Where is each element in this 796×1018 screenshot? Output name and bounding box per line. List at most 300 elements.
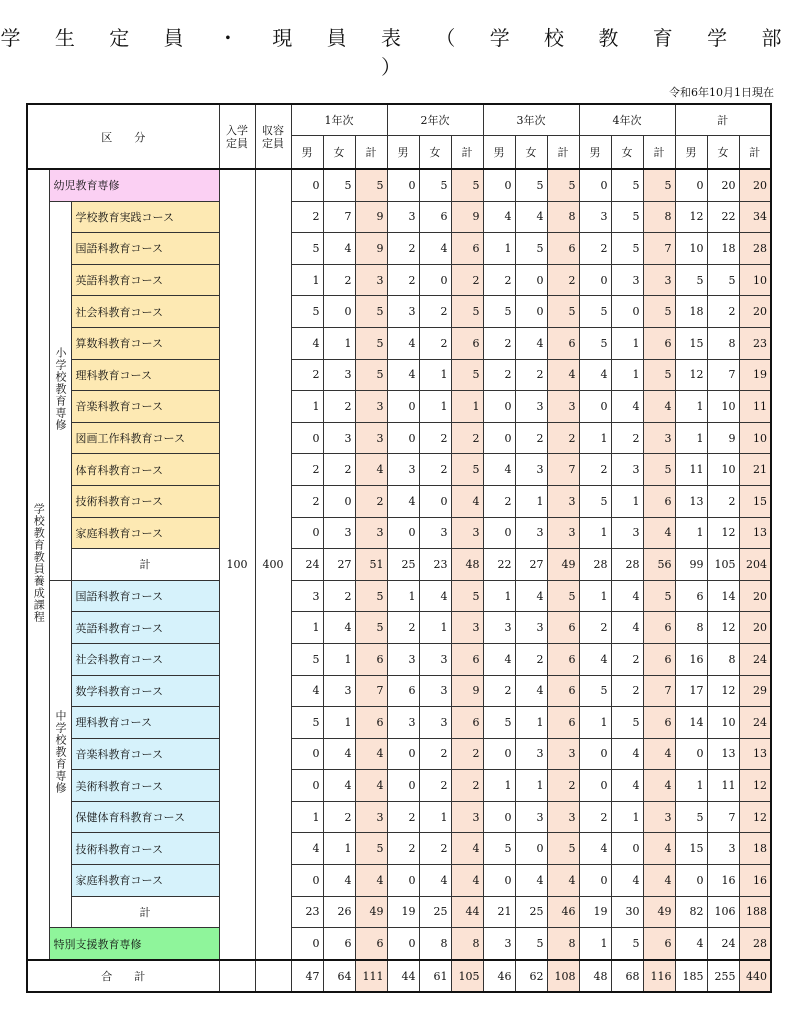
header-year-total: 計	[675, 104, 771, 136]
junior-course-value: 5	[643, 580, 675, 612]
junior-course-value: 2	[419, 770, 451, 802]
elementary-course-value: 5	[483, 296, 515, 328]
junior-course-value: 18	[739, 833, 771, 865]
elementary-course-value: 0	[483, 517, 515, 549]
junior-total-value: 188	[739, 896, 771, 928]
header-year-3: 3年次	[483, 104, 579, 136]
junior-total-value: 44	[451, 896, 483, 928]
row-label-course: 家庭科教育コース	[71, 517, 219, 549]
grand-total-value: 48	[579, 960, 611, 993]
header-sub-male: 男	[291, 136, 323, 170]
elementary-course-value: 1	[611, 327, 643, 359]
elementary-course-value: 3	[643, 264, 675, 296]
elementary-course-value: 2	[483, 264, 515, 296]
elementary-course-value: 1	[515, 485, 547, 517]
elementary-course-value: 5	[579, 327, 611, 359]
header-sub-female: 女	[611, 136, 643, 170]
elementary-course-value: 4	[483, 201, 515, 233]
junior-course-value: 1	[323, 833, 355, 865]
elementary-course-value: 3	[515, 517, 547, 549]
grand-total-value: 44	[387, 960, 419, 993]
elementary-course-value: 1	[419, 359, 451, 391]
junior-course-value: 9	[451, 675, 483, 707]
junior-course-value: 5	[291, 707, 323, 739]
junior-course-value: 4	[323, 738, 355, 770]
elementary-course-value: 19	[739, 359, 771, 391]
junior-course-value: 3	[291, 580, 323, 612]
junior-course-value: 3	[707, 833, 739, 865]
row-label-course: 英語科教育コース	[71, 264, 219, 296]
junior-course-value: 4	[323, 612, 355, 644]
junior-course-value: 5	[355, 612, 387, 644]
junior-course-value: 4	[419, 865, 451, 897]
elementary-course-value: 0	[483, 391, 515, 423]
junior-course-value: 0	[387, 738, 419, 770]
elementary-course-value: 5	[355, 296, 387, 328]
junior-course-value: 4	[451, 833, 483, 865]
junior-course-value: 29	[739, 675, 771, 707]
elementary-course-value: 0	[515, 264, 547, 296]
elementary-course-value: 5	[355, 327, 387, 359]
junior-course-value: 2	[323, 580, 355, 612]
junior-course-value: 1	[483, 770, 515, 802]
elementary-course-value: 23	[739, 327, 771, 359]
early-childhood-value: 20	[707, 169, 739, 201]
elementary-course-value: 4	[579, 359, 611, 391]
junior-course-value: 3	[515, 612, 547, 644]
elementary-course-value: 1	[419, 391, 451, 423]
elementary-course-value: 15	[739, 485, 771, 517]
junior-course-value: 12	[739, 770, 771, 802]
junior-course-value: 6	[643, 612, 675, 644]
row-label-course: 家庭科教育コース	[71, 865, 219, 897]
junior-course-value: 12	[739, 801, 771, 833]
header-year-2: 2年次	[387, 104, 483, 136]
elementary-course-value: 5	[611, 201, 643, 233]
elementary-course-value: 3	[323, 517, 355, 549]
special-support-value: 5	[611, 928, 643, 960]
junior-course-value: 4	[643, 770, 675, 802]
elementary-course-value: 7	[323, 201, 355, 233]
elementary-label-text: 小学校教育専修	[54, 347, 67, 432]
program-label-text: 学校教育教員養成課程	[32, 502, 46, 623]
junior-total-value: 26	[323, 896, 355, 928]
elementary-course-value: 5	[643, 359, 675, 391]
elementary-course-value: 2	[419, 454, 451, 486]
junior-course-value: 6	[547, 612, 579, 644]
junior-total-value: 19	[387, 896, 419, 928]
row-label-course: 音楽科教育コース	[71, 738, 219, 770]
junior-label-text: 中学校教育専修	[54, 710, 67, 795]
junior-course-value: 6	[355, 707, 387, 739]
elementary-course-value: 6	[547, 327, 579, 359]
grand-total-value: 111	[355, 960, 387, 993]
junior-course-value: 6	[643, 643, 675, 675]
junior-course-value: 2	[515, 643, 547, 675]
elementary-course-value: 12	[675, 201, 707, 233]
special-support-value: 0	[387, 928, 419, 960]
junior-course-value: 1	[419, 801, 451, 833]
junior-course-value: 2	[579, 801, 611, 833]
elementary-course-value: 2	[451, 422, 483, 454]
junior-course-value: 4	[355, 770, 387, 802]
early-childhood-value: 5	[515, 169, 547, 201]
elementary-course-value: 5	[643, 454, 675, 486]
elementary-course-value: 18	[675, 296, 707, 328]
elementary-course-value: 7	[547, 454, 579, 486]
elementary-course-value: 2	[451, 264, 483, 296]
grand-total-value: 47	[291, 960, 323, 993]
grand-total-value: 46	[483, 960, 515, 993]
elementary-course-value: 2	[291, 201, 323, 233]
elementary-total-value: 27	[323, 549, 355, 581]
junior-course-value: 1	[515, 770, 547, 802]
junior-course-value: 0	[483, 738, 515, 770]
junior-course-value: 6	[451, 643, 483, 675]
grand-total-capacity-empty	[255, 960, 291, 993]
elementary-course-value: 12	[707, 517, 739, 549]
junior-course-value: 2	[387, 801, 419, 833]
junior-course-value: 7	[707, 801, 739, 833]
header-sub-total: 計	[643, 136, 675, 170]
junior-course-value: 2	[387, 612, 419, 644]
grand-total-value: 105	[451, 960, 483, 993]
junior-total-value: 30	[611, 896, 643, 928]
junior-course-value: 10	[707, 707, 739, 739]
header-total-capacity-text: 収容 定員	[262, 123, 284, 150]
junior-course-value: 5	[291, 643, 323, 675]
elementary-course-value: 0	[291, 422, 323, 454]
row-label-course: 音楽科教育コース	[71, 391, 219, 423]
early-childhood-value: 0	[291, 169, 323, 201]
junior-course-value: 6	[451, 707, 483, 739]
header-total-capacity	[255, 104, 291, 169]
junior-course-value: 2	[483, 675, 515, 707]
elementary-course-value: 3	[387, 454, 419, 486]
junior-course-value: 4	[547, 865, 579, 897]
elementary-course-value: 28	[739, 233, 771, 265]
elementary-course-value: 2	[419, 296, 451, 328]
row-label-course: 国語科教育コース	[71, 580, 219, 612]
special-support-value: 24	[707, 928, 739, 960]
elementary-course-value: 4	[387, 359, 419, 391]
table-row	[27, 801, 771, 833]
elementary-total-value: 48	[451, 549, 483, 581]
elementary-course-value: 3	[611, 454, 643, 486]
elementary-total-value: 22	[483, 549, 515, 581]
junior-total-value: 46	[547, 896, 579, 928]
elementary-course-value: 0	[291, 517, 323, 549]
elementary-course-value: 5	[515, 233, 547, 265]
elementary-course-value: 0	[579, 264, 611, 296]
junior-course-value: 6	[675, 580, 707, 612]
header-sub-male: 男	[579, 136, 611, 170]
junior-course-value: 3	[547, 801, 579, 833]
elementary-course-value: 0	[323, 296, 355, 328]
row-label-course: 社会科教育コース	[71, 296, 219, 328]
junior-course-value: 2	[419, 833, 451, 865]
header-sub-male: 男	[387, 136, 419, 170]
elementary-course-value: 5	[291, 296, 323, 328]
table-row	[27, 485, 771, 517]
elementary-course-value: 4	[387, 485, 419, 517]
elementary-course-value: 5	[675, 264, 707, 296]
early-childhood-value: 5	[355, 169, 387, 201]
elementary-course-value: 10	[739, 422, 771, 454]
grand-total-admission-empty	[219, 960, 255, 993]
junior-total-value: 19	[579, 896, 611, 928]
row-label-course: 美術科教育コース	[71, 770, 219, 802]
junior-course-value: 4	[323, 770, 355, 802]
row-label-course: 英語科教育コース	[71, 612, 219, 644]
junior-course-value: 3	[643, 801, 675, 833]
elementary-course-value: 2	[707, 485, 739, 517]
elementary-course-value: 4	[611, 391, 643, 423]
junior-course-value: 1	[515, 707, 547, 739]
early-childhood-value: 5	[547, 169, 579, 201]
elementary-course-value: 10	[675, 233, 707, 265]
elementary-total-value: 51	[355, 549, 387, 581]
junior-course-value: 16	[675, 643, 707, 675]
elementary-course-value: 4	[323, 233, 355, 265]
junior-course-value: 2	[611, 675, 643, 707]
junior-course-value: 1	[579, 580, 611, 612]
junior-course-value: 3	[323, 675, 355, 707]
junior-course-value: 1	[579, 707, 611, 739]
junior-course-value: 24	[739, 643, 771, 675]
junior-course-value: 2	[547, 770, 579, 802]
elementary-course-value: 4	[451, 485, 483, 517]
elementary-course-value: 10	[707, 454, 739, 486]
junior-course-value: 4	[611, 612, 643, 644]
row-label-grand-total: 合 計	[27, 960, 219, 993]
header-sub-total: 計	[451, 136, 483, 170]
elementary-course-value: 9	[355, 201, 387, 233]
elementary-course-value: 6	[419, 201, 451, 233]
row-label-course: 国語科教育コース	[71, 233, 219, 265]
elementary-course-value: 5	[451, 454, 483, 486]
elementary-course-value: 4	[419, 233, 451, 265]
junior-course-value: 13	[739, 738, 771, 770]
special-support-value: 6	[323, 928, 355, 960]
special-support-value: 5	[515, 928, 547, 960]
elementary-course-value: 0	[419, 264, 451, 296]
elementary-course-value: 3	[515, 454, 547, 486]
junior-course-value: 3	[515, 801, 547, 833]
junior-course-value: 2	[579, 612, 611, 644]
table-row	[27, 675, 771, 707]
elementary-course-value: 5	[547, 296, 579, 328]
elementary-total-value: 204	[739, 549, 771, 581]
row-label-course: 数学科教育コース	[71, 675, 219, 707]
row-label-special-support: 特別支援教育専修	[49, 928, 219, 960]
junior-course-value: 4	[419, 580, 451, 612]
elementary-course-value: 3	[579, 201, 611, 233]
early-childhood-value: 0	[675, 169, 707, 201]
elementary-course-value: 2	[323, 391, 355, 423]
early-childhood-value: 0	[483, 169, 515, 201]
row-label-elementary-total: 計	[71, 549, 219, 581]
elementary-course-value: 3	[355, 391, 387, 423]
elementary-course-value: 2	[291, 359, 323, 391]
junior-course-value: 5	[675, 801, 707, 833]
elementary-course-value: 6	[643, 485, 675, 517]
junior-course-value: 2	[323, 801, 355, 833]
junior-course-value: 1	[419, 612, 451, 644]
junior-total-value: 23	[291, 896, 323, 928]
elementary-course-value: 34	[739, 201, 771, 233]
elementary-course-value: 0	[387, 517, 419, 549]
elementary-course-value: 3	[355, 264, 387, 296]
junior-course-value: 4	[611, 865, 643, 897]
junior-course-value: 0	[483, 865, 515, 897]
elementary-course-value: 3	[323, 422, 355, 454]
junior-course-value: 1	[611, 801, 643, 833]
elementary-course-value: 2	[483, 485, 515, 517]
elementary-course-value: 1	[323, 327, 355, 359]
elementary-course-value: 2	[547, 422, 579, 454]
elementary-course-value: 2	[355, 485, 387, 517]
grand-total-value: 185	[675, 960, 707, 993]
junior-label	[49, 580, 71, 928]
junior-course-value: 4	[515, 675, 547, 707]
elementary-course-value: 4	[483, 454, 515, 486]
junior-course-value: 2	[387, 833, 419, 865]
header-year-4: 4年次	[579, 104, 675, 136]
table-row	[27, 738, 771, 770]
table-row-grand-total	[27, 960, 771, 993]
table-row	[27, 928, 771, 960]
junior-course-value: 4	[355, 738, 387, 770]
elementary-course-value: 1	[611, 359, 643, 391]
special-support-value: 6	[643, 928, 675, 960]
elementary-course-value: 2	[547, 264, 579, 296]
elementary-course-value: 1	[291, 264, 323, 296]
junior-course-value: 5	[611, 707, 643, 739]
junior-course-value: 7	[643, 675, 675, 707]
elementary-course-value: 8	[643, 201, 675, 233]
junior-course-value: 6	[387, 675, 419, 707]
elementary-course-value: 2	[611, 422, 643, 454]
junior-total-value: 49	[355, 896, 387, 928]
junior-course-value: 4	[323, 865, 355, 897]
junior-course-value: 0	[675, 738, 707, 770]
elementary-course-value: 5	[579, 296, 611, 328]
elementary-course-value: 22	[707, 201, 739, 233]
junior-course-value: 3	[419, 707, 451, 739]
grand-total-value: 116	[643, 960, 675, 993]
table-row	[27, 454, 771, 486]
elementary-total-value: 24	[291, 549, 323, 581]
early-childhood-value: 0	[579, 169, 611, 201]
row-label-course: 技術科教育コース	[71, 485, 219, 517]
junior-course-value: 3	[419, 675, 451, 707]
elementary-course-value: 3	[451, 517, 483, 549]
junior-course-value: 4	[611, 738, 643, 770]
junior-total-value: 21	[483, 896, 515, 928]
junior-course-value: 3	[355, 801, 387, 833]
table-row	[27, 643, 771, 675]
junior-course-value: 16	[739, 865, 771, 897]
row-label-course: 学校教育実践コース	[71, 201, 219, 233]
header-sub-total: 計	[739, 136, 771, 170]
junior-course-value: 4	[579, 643, 611, 675]
elementary-course-value: 11	[675, 454, 707, 486]
junior-course-value: 1	[483, 580, 515, 612]
elementary-course-value: 6	[547, 233, 579, 265]
row-label-course: 体育科教育コース	[71, 454, 219, 486]
junior-course-value: 12	[707, 675, 739, 707]
elementary-course-value: 4	[387, 327, 419, 359]
elementary-course-value: 2	[387, 233, 419, 265]
header-category: 区 分	[27, 104, 219, 169]
junior-course-value: 6	[355, 643, 387, 675]
table-row	[27, 517, 771, 549]
elementary-course-value: 2	[707, 296, 739, 328]
elementary-course-value: 6	[643, 327, 675, 359]
elementary-course-value: 5	[707, 264, 739, 296]
junior-course-value: 20	[739, 612, 771, 644]
junior-course-value: 0	[579, 770, 611, 802]
junior-course-value: 6	[547, 707, 579, 739]
elementary-course-value: 4	[291, 327, 323, 359]
table-row	[27, 169, 771, 201]
junior-course-value: 0	[515, 833, 547, 865]
junior-total-value: 106	[707, 896, 739, 928]
grand-total-value: 440	[739, 960, 771, 993]
elementary-course-value: 4	[515, 201, 547, 233]
table-row	[27, 422, 771, 454]
elementary-course-value: 4	[515, 327, 547, 359]
early-childhood-value: 5	[419, 169, 451, 201]
elementary-course-value: 20	[739, 296, 771, 328]
grand-total-value: 64	[323, 960, 355, 993]
junior-course-value: 5	[483, 833, 515, 865]
early-childhood-value: 0	[387, 169, 419, 201]
elementary-course-value: 1	[611, 485, 643, 517]
elementary-course-value: 6	[451, 327, 483, 359]
header-admission-capacity	[219, 104, 255, 169]
special-support-value: 0	[291, 928, 323, 960]
junior-course-value: 15	[675, 833, 707, 865]
junior-course-value: 0	[579, 865, 611, 897]
elementary-course-value: 2	[483, 359, 515, 391]
elementary-course-value: 3	[515, 391, 547, 423]
elementary-course-value: 4	[643, 391, 675, 423]
header-year-1: 1年次	[291, 104, 387, 136]
elementary-total-value: 49	[547, 549, 579, 581]
elementary-course-value: 11	[739, 391, 771, 423]
grand-total-value: 68	[611, 960, 643, 993]
junior-total-value: 25	[515, 896, 547, 928]
grand-total-value: 62	[515, 960, 547, 993]
header-sub-male: 男	[675, 136, 707, 170]
junior-course-value: 5	[355, 580, 387, 612]
junior-course-value: 1	[323, 643, 355, 675]
early-childhood-value: 20	[739, 169, 771, 201]
elementary-course-value: 1	[483, 233, 515, 265]
elementary-course-value: 13	[739, 517, 771, 549]
elementary-course-value: 3	[355, 517, 387, 549]
junior-course-value: 2	[451, 770, 483, 802]
junior-course-value: 1	[387, 580, 419, 612]
elementary-course-value: 1	[451, 391, 483, 423]
row-label-course: 保健体育科教育コース	[71, 801, 219, 833]
junior-course-value: 0	[387, 865, 419, 897]
elementary-course-value: 9	[451, 201, 483, 233]
elementary-course-value: 5	[579, 485, 611, 517]
elementary-total-value: 28	[579, 549, 611, 581]
